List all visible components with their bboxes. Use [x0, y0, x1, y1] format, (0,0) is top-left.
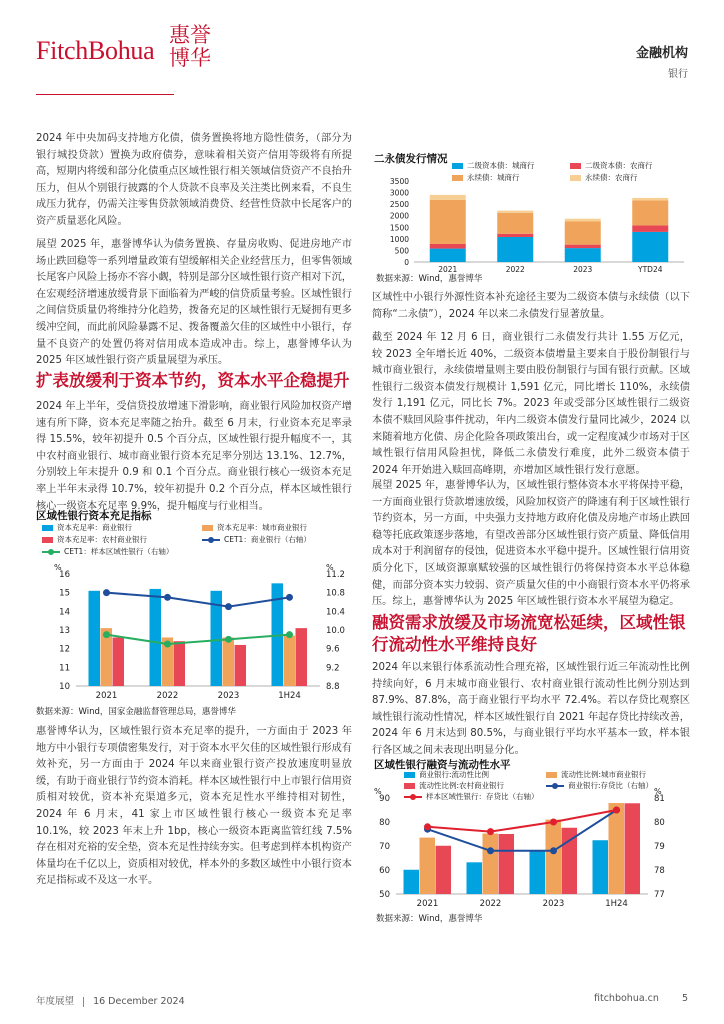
y2-tick-label: 10.8 — [326, 588, 345, 599]
stack-segment-1 — [497, 237, 533, 262]
bar-3 — [113, 637, 125, 686]
legend-item: 二级资本债：城商行 — [452, 160, 535, 171]
legend-item: CET1：样本区域性银行（右轴） — [42, 546, 173, 557]
stack-segment-2 — [430, 244, 466, 249]
y-tick-label: 10 — [59, 682, 70, 692]
bar-2 — [284, 636, 296, 686]
stack-segment-3 — [497, 213, 533, 234]
right-heading: 融资需求放缓及市场流宽松延续，区域性银行流动性水平维持良好 — [372, 613, 686, 654]
x-tick-label: 2023 — [573, 265, 593, 273]
x-tick-label: 1H24 — [278, 691, 301, 701]
header-rule — [36, 94, 174, 95]
stack-segment-4 — [565, 219, 601, 222]
chart-bonds-source: 数据来源：Wind，惠誉博华 — [376, 274, 483, 284]
y-tick-label: 80 — [379, 818, 390, 828]
stack-segment-3 — [565, 222, 601, 245]
x-tick-label: 2021 — [416, 899, 439, 909]
chart-capital — [36, 556, 360, 706]
bar-2 — [546, 820, 562, 894]
line-point — [225, 603, 232, 610]
page-number: 5 — [682, 993, 689, 1004]
bar-1 — [404, 870, 420, 894]
y2-tick-label: 79 — [654, 842, 665, 852]
bar-2 — [609, 803, 625, 894]
x-tick-label: 2021 — [95, 691, 118, 701]
chart-bonds-title: 二永债发行情况 — [374, 153, 448, 165]
bar-3 — [296, 628, 308, 686]
y2-tick-label: 78 — [654, 866, 665, 876]
line-point — [286, 594, 293, 601]
stack-segment-2 — [565, 245, 601, 248]
chart-capital-legend — [36, 522, 356, 558]
stack-segment-1 — [430, 249, 466, 262]
chart-bonds — [374, 173, 690, 273]
line-point — [225, 636, 232, 643]
stack-segment-1 — [632, 232, 668, 262]
legend-item: 资本充足率：农村商业银行 — [42, 534, 147, 545]
y2-tick-label: 77 — [654, 890, 665, 900]
line-point — [103, 589, 110, 596]
right-paragraph-2: 截至 2024 年 12 月 6 日，商业银行二永债发行共计 1.55 万亿元，较 2023 全年增长近 40%，二级资本债增量主要来自于股份制银行与城市商业银行，永续债增量则主要由股份制银行与国有银行贡献。区域性银行二级资本债发行规模计 1,591 亿元，同比增长 110%，永续债发行 1,191 亿元，同比长 7%。2023 年或受部分区域性银行二级资本债不赎回风险事件扰动，年内二级资本债发行量同比减少，2024 以来随着地方化债、房企化险各项政策出台，或一定程度减少市场对于区域性银行信用风险担忧，降低二永债发行难度，此外二级资本债于 2024 年开始进入赎回高峰期，亦增加区域性银行发行意愿。 — [372, 332, 690, 476]
line-point — [487, 828, 494, 835]
chart-liq-title: 区域性银行融资与流动性水平 — [374, 759, 511, 771]
stack-segment-4 — [430, 195, 466, 200]
bar-3 — [436, 846, 452, 894]
legend-item: 商业银行:存贷比（右轴） — [546, 780, 653, 791]
chart-liquidity — [372, 786, 692, 912]
bar-1 — [89, 591, 101, 686]
legend-item: 流动性比例:城市商业银行 — [546, 769, 646, 780]
stack-segment-1 — [565, 248, 601, 262]
left-paragraph-4: 惠誉博华认为，区域性银行资本充足率的提升，一方面由于 2023 年地方中小银行专项债密集发行，对于资本水平欠佳的区域性银行形成有效补充，另一方面由于 2024 年以来商业银行资产投放速度明显放缓，有助于商业银行节约资本消耗。样本区域性银行中上市银行信用资质相对较优，资本补充渠道多元，资本充足性水平维持相对韧性，2024 年 6 月末，41 家上市区域性银行核心一级资本充足率 10.1%，较 2023 年末上升 1bp，核心一级资本距离监管红线 7.5%存在相对充裕的安全垫，资本充足性持续夯实。但考虑到样本机构资产体量均在千亿以上，资质相对较优，样本外的多数区域性中小银行资本充足指标或不及这一水平。 — [36, 726, 352, 887]
line-point — [164, 594, 171, 601]
y-tick-label: 11 — [59, 663, 70, 674]
y-tick-label: 3000 — [389, 188, 409, 198]
axis-unit-right: % — [326, 563, 334, 572]
y2-tick-label: 11.2 — [326, 570, 345, 580]
bar-3 — [174, 641, 186, 686]
axis-unit-right: % — [654, 787, 662, 796]
y2-tick-label: 8.8 — [326, 682, 340, 692]
x-tick-label: YTD24 — [638, 265, 663, 273]
y2-tick-label: 10.0 — [326, 626, 345, 636]
left-paragraph-2: 展望 2025 年，惠誉博华认为债务置换、存量房收购、促进房地产市场止跌回稳等一系列增量政策有望缓解相关企业经营压力，但零售领域长尾客户风险上扬亦不容小觑，特别是部分区域性银行资产相对下沉，在宏观经济增速放缓背景下面临着为严峻的信贷质量考验。区域性银行之间信贷质量仍将维持分化趋势，拨备充足的区域性银行无疑拥有更多缓冲空间，而此前风险暴露不足、拨备覆盖欠佳的区域性中小银行，存量不良资产的处置仍将对信用成本造成冲击。综上，惠誉博华认为 2025 年区域性银行资产质量展望为承压。 — [36, 239, 352, 367]
section-title: 金融机构 — [635, 46, 688, 61]
chart-capital-title: 区域性银行资本充足指标 — [36, 510, 152, 522]
logo-seal: 惠誉 博华 — [169, 23, 211, 70]
y-tick-label: 14 — [59, 607, 70, 618]
line-point — [550, 819, 557, 826]
bar-2 — [420, 838, 436, 894]
right-paragraph-3: 展望 2025 年，惠誉博华认为，区域性银行整体资本水平将保持平稳，一方面商业银行贷款增速放缓，风险加权资产的降速有利于区域性银行节约资本，另一方面，中央强力支持地方政府化债及房地产市场止跌回稳等托底政策逐步落地，有望改善部分区域性银行资产质量、降低信用成本对于利润留存的侵蚀，促进资本水平稳中提升。区域性银行信用资质分化下，区域资源禀赋较强的区域性银行仍将保持资本水平总体稳健，而部分资本实力较弱、资产质量欠佳的中小商银行资本水平仍将承压。综上，惠誉博华认为 2025 年区域性银行资本水平展望为稳定。 — [372, 480, 690, 608]
legend-item: 资本充足率：城市商业银行 — [202, 522, 307, 533]
x-tick-label: 2022 — [505, 265, 525, 273]
line-point — [164, 641, 171, 648]
legend-item: CET1：商业银行（右轴） — [202, 534, 311, 545]
legend-item: 资本充足率：商业银行 — [42, 522, 132, 533]
y-tick-label: 13 — [59, 626, 70, 636]
bar-3 — [625, 803, 641, 894]
y-tick-label: 1000 — [389, 234, 409, 244]
footer-site[interactable]: fitchbohua.cn — [594, 993, 659, 1004]
bar-1 — [593, 840, 609, 894]
chart-liq-source: 数据来源：Wind，惠誉博华 — [376, 914, 483, 924]
bar-2 — [483, 834, 499, 894]
line-point — [550, 847, 557, 854]
footer-left — [36, 993, 185, 1007]
series-line-2 — [107, 635, 290, 644]
right-paragraph-4: 2024 年以来银行体系流动性合理充裕，区域性银行近三年流动性比例持续向好，6 月末城市商业银行、农村商业银行流动性比例分别达到 87.9%、87.8%，高于商业银行平均水平 72.4%。若以存贷比观察区域性银行流动性情况，样本区域性银行自 2021 年起存贷比持续改善，2024 年 6 月末达到 80.5%，与商业银行平均水平基本一致，样本银行各区域之间未表现出明显分化。 — [372, 662, 690, 756]
stack-segment-3 — [632, 200, 668, 225]
y2-tick-label: 81 — [654, 794, 665, 804]
bar-1 — [530, 851, 546, 894]
bar-3 — [235, 645, 247, 686]
y-tick-label: 15 — [59, 588, 70, 599]
legend-item: 永续债：农商行 — [570, 172, 638, 183]
line-point — [487, 847, 494, 854]
y2-tick-label: 80 — [654, 818, 665, 828]
axis-unit-left: % — [374, 787, 382, 796]
logo: FitchBohua — [36, 36, 155, 65]
y-tick-label: 90 — [379, 794, 390, 804]
left-heading: 扩表放缓利于资本节约，资本水平企稳提升 — [36, 371, 350, 390]
stack-segment-2 — [632, 225, 668, 231]
y-tick-label: 2000 — [389, 211, 409, 221]
y-tick-label: 2500 — [389, 200, 409, 210]
x-tick-label: 2023 — [542, 899, 565, 909]
line-point — [103, 631, 110, 638]
chart-capital-source: 数据来源：Wind，国家金融监督管理总局，惠誉博华 — [36, 707, 236, 717]
footer-date: 16 December 2024 — [93, 996, 185, 1007]
right-paragraph-1: 区域性中小银行外源性资本补充途径主要为二级资本债与永续债（以下简称“二永债”），2024 年以来二永债发行显著放量。 — [372, 292, 690, 320]
legend-item: 流动性比例:农村商业银行 — [404, 780, 504, 791]
legend-item: 商业银行:流动性比例 — [404, 769, 489, 780]
y-tick-label: 0 — [404, 258, 409, 267]
axis-unit-left: % — [54, 563, 62, 572]
bar-3 — [499, 834, 515, 894]
series-line-1 — [107, 593, 290, 607]
y-tick-label: 3500 — [389, 177, 409, 186]
bar-1 — [467, 862, 483, 894]
left-paragraph-3: 2024 年上半年，受信贷投放增速下滑影响，商业银行风险加权资产增速有所下降，资本充足率随之抬升。截至 6 月末，行业资本充足率录得 15.5%，较年初提升 0.5 个百分点，区域性银行提升幅度不一，其中农村商业银行、城市商业银行资本充足率分别达 13.1%、12.7%，分别较上年末提升 0.9 和 0.1 个百分点。商业银行核心一级资本充足率上半年末录得 10.7%，较年初提升 0.2 个百分点，样本区域性银行核心一级资本充足率 9.9%，提升幅度与行业相当。 — [36, 401, 352, 512]
x-tick-label: 2022 — [479, 899, 502, 909]
y-tick-label: 500 — [394, 246, 409, 256]
legend-item: 二级资本债：农商行 — [570, 160, 653, 171]
legend-item: 永续债：城商行 — [452, 172, 520, 183]
y2-tick-label: 9.6 — [326, 644, 340, 655]
y-tick-label: 1500 — [389, 223, 409, 233]
x-tick-label: 1H24 — [605, 899, 628, 909]
y2-tick-label: 10.4 — [326, 607, 345, 618]
x-tick-label: 2022 — [156, 691, 179, 701]
y2-tick-label: 9.2 — [326, 663, 340, 674]
y-tick-label: 16 — [59, 570, 70, 580]
bar-2 — [223, 637, 235, 686]
stack-segment-4 — [497, 211, 533, 213]
stack-segment-4 — [632, 198, 668, 201]
bar-1 — [150, 589, 162, 686]
y-tick-label: 12 — [59, 644, 70, 655]
y-tick-label: 60 — [379, 866, 390, 876]
stack-segment-2 — [497, 234, 533, 237]
header-right — [636, 42, 688, 80]
line-point — [613, 807, 620, 814]
line-point — [424, 823, 431, 830]
left-paragraph-1: 2024 年中央加码支持地方化债，债务置换将地方隐性债务，（部分为银行城投贷款）置换为政府债券，意味着相关资产信用等级将有所提高，短期内将缓和部分化债重点区域性银行相关领域信贷资产不良抬升压力，但从个别银行披露的个人贷款不良率及关注类比例来看，不良生成压力犹存，仍需关注零售贷款领域消费贷、经营性贷款中长尾客户的资产质量恶化风险。 — [36, 133, 352, 227]
section-subtitle: 银行 — [668, 69, 688, 80]
y-tick-label: 50 — [379, 890, 390, 900]
x-tick-label: 2023 — [217, 691, 240, 701]
line-point — [286, 631, 293, 638]
stack-segment-3 — [430, 200, 466, 244]
footer-label: 年度展望 — [36, 996, 75, 1007]
legend-item: 样本区域性银行：存贷比（右轴） — [404, 791, 539, 802]
y-tick-label: 70 — [379, 842, 390, 852]
x-tick-label: 2021 — [438, 265, 458, 273]
